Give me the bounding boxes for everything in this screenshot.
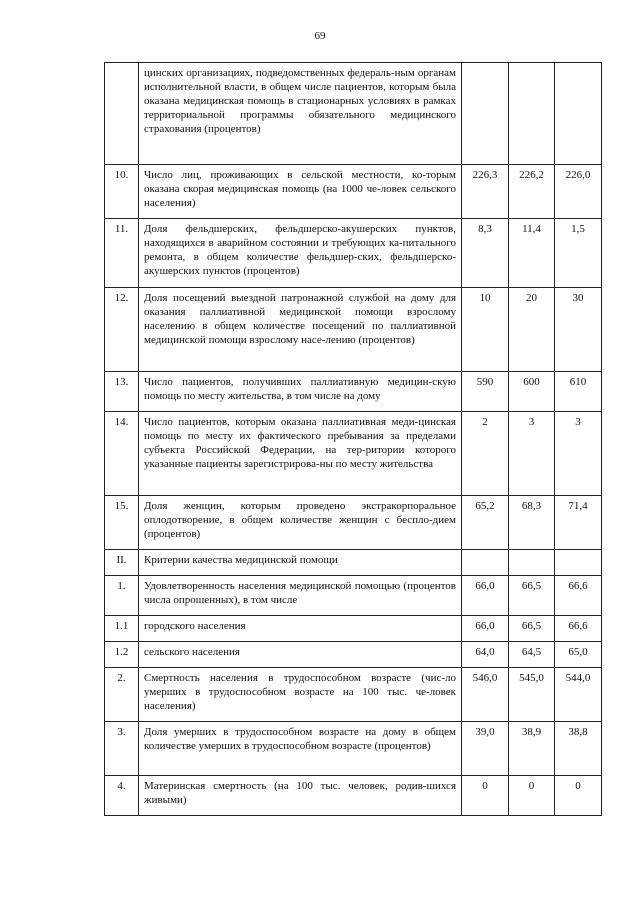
- row-value-2: 66,5: [509, 576, 555, 616]
- row-value-1: 66,0: [462, 616, 509, 642]
- row-number: 13.: [105, 372, 139, 412]
- table-row: [105, 372, 602, 412]
- row-value-1: 546,0: [462, 668, 509, 722]
- row-value-3: 30: [555, 288, 602, 372]
- row-number: 10.: [105, 165, 139, 219]
- row-description: Материнская смертность (на 100 тыс. человек, родив-шихся живыми): [139, 776, 462, 816]
- row-description: цинских организациях, подведомственных федераль-ным органам исполнительной власти, в общем числе пациентов, которым была оказана медицинская помощь в стационарных условиях в рамках территориальной программы обязательного медицинского страхования (процентов): [139, 63, 462, 165]
- table-row: [105, 616, 602, 642]
- row-value-2: 20: [509, 288, 555, 372]
- row-value-3: 0: [555, 776, 602, 816]
- row-value-3: 3: [555, 412, 602, 496]
- row-description: Число пациентов, получивших паллиативную медицин-скую помощь по месту жительства, в том числе на дому: [139, 372, 462, 412]
- row-value-1: 64,0: [462, 642, 509, 668]
- row-description: Доля посещений выездной патронажной службой на дому для оказания паллиативной медицинской помощи взрослому населению в общем количестве посещений по паллиативной медицинской помощи взрослому насе-лению (процентов): [139, 288, 462, 372]
- section-title: Критерии качества медицинской помощи: [139, 550, 462, 576]
- row-description: Удовлетворенность населения медицинской помощью (процентов числа опрошенных), в том числе: [139, 576, 462, 616]
- criteria-table-body: [105, 63, 602, 816]
- row-value-1: [462, 550, 509, 576]
- table-row: [105, 288, 602, 372]
- row-value-2: 68,3: [509, 496, 555, 550]
- row-value-2: 226,2: [509, 165, 555, 219]
- row-value-3: 66,6: [555, 616, 602, 642]
- row-number: 14.: [105, 412, 139, 496]
- row-value-3: 65,0: [555, 642, 602, 668]
- row-value-3: 610: [555, 372, 602, 412]
- table-row: [105, 219, 602, 288]
- row-description: сельского населения: [139, 642, 462, 668]
- row-value-1: 66,0: [462, 576, 509, 616]
- row-value-2: 64,5: [509, 642, 555, 668]
- row-description: Доля умерших в трудоспособном возрасте на дому в общем количестве умерших в трудоспособном возрасте (процентов): [139, 722, 462, 776]
- row-number: 3.: [105, 722, 139, 776]
- table-row: [105, 412, 602, 496]
- table-row: [105, 63, 602, 165]
- row-number: 4.: [105, 776, 139, 816]
- section-header-row: [105, 550, 602, 576]
- row-description: Доля женщин, которым проведено экстракорпоральное оплодотворение, в общем количестве женщин с беспло-дием (процентов): [139, 496, 462, 550]
- row-number: 1.1: [105, 616, 139, 642]
- row-value-2: 545,0: [509, 668, 555, 722]
- row-value-3: [555, 550, 602, 576]
- row-number: [105, 63, 139, 165]
- row-description: городского населения: [139, 616, 462, 642]
- row-description: Число лиц, проживающих в сельской местности, ко-торым оказана скорая медицинская помощь (на 1000 че-ловек сельского населения): [139, 165, 462, 219]
- row-value-3: 71,4: [555, 496, 602, 550]
- row-description: Доля фельдшерских, фельдшерско-акушерских пунктов, находящихся в аварийном состоянии и требующих ка-питального ремонта, в общем количестве фельдшер-ских, фельдшерско-акушерских пунктов (процентов): [139, 219, 462, 288]
- table-row: [105, 165, 602, 219]
- row-value-2: 38,9: [509, 722, 555, 776]
- criteria-table: [104, 62, 602, 816]
- row-value-2: 3: [509, 412, 555, 496]
- row-value-3: 226,0: [555, 165, 602, 219]
- row-description: Смертность населения в трудоспособном возрасте (чис-ло умерших в трудоспособном возрасте на 100 тыс. че-ловек населения): [139, 668, 462, 722]
- row-number: 1.2: [105, 642, 139, 668]
- row-value-3: 544,0: [555, 668, 602, 722]
- row-value-2: [509, 550, 555, 576]
- row-value-3: 1,5: [555, 219, 602, 288]
- row-value-2: 66,5: [509, 616, 555, 642]
- row-value-1: 65,2: [462, 496, 509, 550]
- table-row: [105, 576, 602, 616]
- table-row: [105, 668, 602, 722]
- row-value-1: 0: [462, 776, 509, 816]
- row-value-1: [462, 63, 509, 165]
- page-number: 69: [314, 30, 326, 42]
- section-number: II.: [105, 550, 139, 576]
- row-description: Число пациентов, которым оказана паллиативная меди-цинская помощь по месту их фактического пребывания за пределами субъекта Российской Федерации, на тер-ритории которого указанные пациенты зарегистрирова-ны по месту жительства: [139, 412, 462, 496]
- row-value-3: 66,6: [555, 576, 602, 616]
- row-number: 12.: [105, 288, 139, 372]
- row-number: 2.: [105, 668, 139, 722]
- row-number: 11.: [105, 219, 139, 288]
- row-value-2: 11,4: [509, 219, 555, 288]
- row-value-1: 39,0: [462, 722, 509, 776]
- row-value-2: [509, 63, 555, 165]
- row-value-1: 10: [462, 288, 509, 372]
- row-value-3: [555, 63, 602, 165]
- table-row: [105, 496, 602, 550]
- row-number: 1.: [105, 576, 139, 616]
- row-value-1: 8,3: [462, 219, 509, 288]
- row-value-1: 2: [462, 412, 509, 496]
- table-row: [105, 642, 602, 668]
- table-row: [105, 722, 602, 776]
- row-value-2: 0: [509, 776, 555, 816]
- row-value-1: 226,3: [462, 165, 509, 219]
- row-number: 15.: [105, 496, 139, 550]
- table-row: [105, 776, 602, 816]
- row-value-3: 38,8: [555, 722, 602, 776]
- row-value-2: 600: [509, 372, 555, 412]
- row-value-1: 590: [462, 372, 509, 412]
